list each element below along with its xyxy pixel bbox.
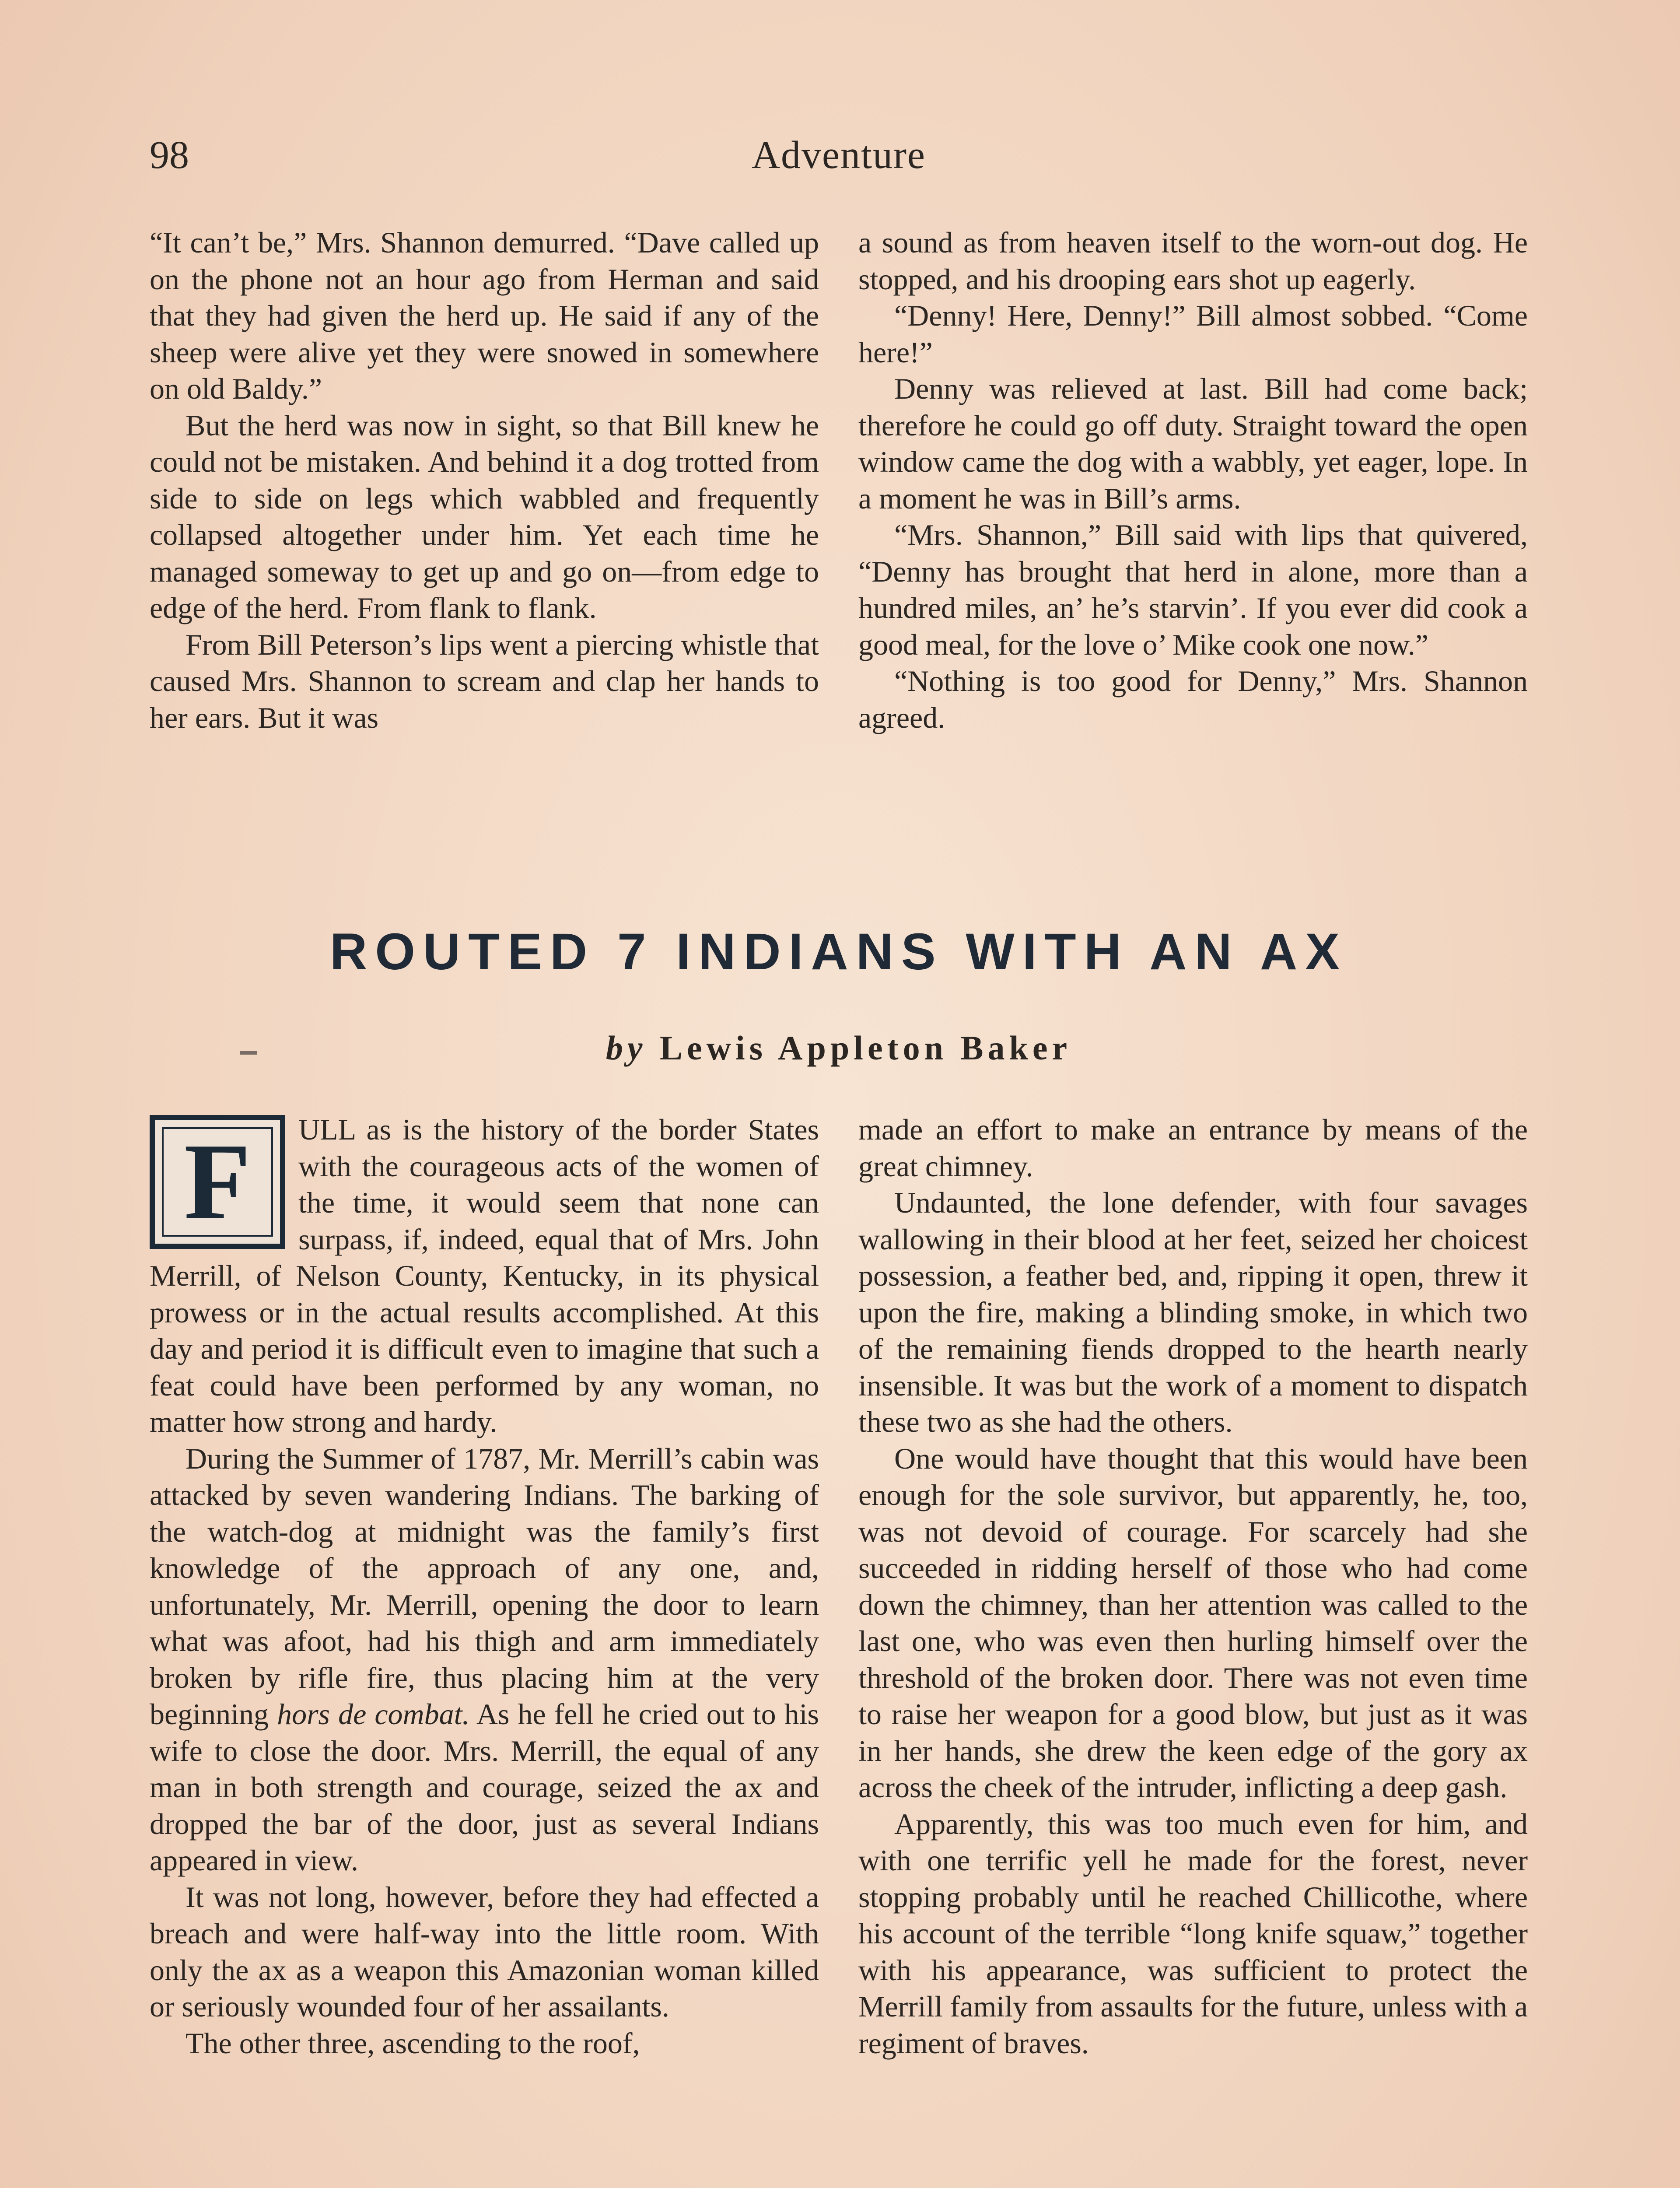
paragraph <box>150 1441 819 1879</box>
paragraph: It was not long, however, before they had effected a breach and were half-way into the little room. With only the ax as a weapon this Amazonian woman killed or seriously wounded four of her assailants. <box>150 1880 819 2023</box>
paragraph: One would have thought that this would have been enough for the sole survivor, but apparently, he, too, was not devoid of courage. For scarcely had she succeeded in ridding herself of those who had come down the chimney, than her attention was called to the last one, who was even then hurling himself over the threshold of the broken door. There was not even time to raise her weapon for a good blow, but just as it was in her hands, she drew the keen edge of the gory ax across the cheek of the intruder, inflicting a deep gash. <box>858 1441 1528 1804</box>
drop-cap-letter: F <box>162 1127 273 1237</box>
italic-phrase: hors de combat. <box>277 1697 470 1731</box>
paragraph: Undaunted, the lone defender, with four savages wallowing in their blood at her feet, seized her choicest possession, a feather bed, and, ripping it open, threw it upon the fire, making a blinding smoke, in which two of the remaining fiends dropped to the hearth nearly insensible. It was but the work of a moment to dispatch these two as she had the others. <box>858 1186 1528 1438</box>
article-right-column <box>858 1112 1528 2062</box>
page-number: 98 <box>150 133 189 177</box>
paragraph: The other three, ascending to the roof, <box>186 2026 640 2060</box>
byline <box>150 1026 1528 1070</box>
page-header <box>150 131 1528 184</box>
paragraph-text: As he fell he cried out to his wife to close the door. Mrs. Merrill, the equal of any man in both strength and courage, seized the ax and dropped the bar of the door, just as several Indians appeared in view. <box>150 1697 819 1877</box>
paragraph: “Nothing is too good for Denny,” Mrs. Shannon agreed. <box>858 664 1528 734</box>
paragraph: “Denny! Here, Denny!” Bill almost sobbed. “Come here!” <box>858 299 1528 369</box>
previous-story-left-column <box>150 224 819 736</box>
paragraph <box>150 1112 819 1441</box>
paragraph: made an effort to make an entrance by means of the great chimney. <box>858 1113 1528 1183</box>
article-title: ROUTED 7 INDIANS WITH AN AX <box>330 923 1348 981</box>
paragraph: a sound as from heaven itself to the worn-out dog. He stopped, and his drooping ears shot up eagerly. <box>858 226 1528 296</box>
paragraph-text: During the Summer of 1787, Mr. Merrill’s cabin was attacked by seven wandering Indians. The barking of the watch-dog at midnight was the family’s first knowledge of the approach of any one, and, unfortunately, Mr. Merrill, opening the door to learn what was afoot, had his thigh and arm immediately broken by rifle fire, thus placing him at the very beginning <box>150 1441 819 1731</box>
previous-story-right-column <box>858 224 1528 736</box>
running-head: Adventure <box>752 133 926 177</box>
paragraph: From Bill Peterson’s lips went a piercing whistle that caused Mrs. Shannon to scream and clap her hands to her ears. But it was <box>150 628 819 734</box>
paragraph: But the herd was now in sight, so that Bill knew he could not be mistaken. And behind it a dog trotted from side to side on legs which wabbled and frequently collapsed altogether under him. Yet each time he managed someway to get up and go on—from edge to edge of the herd. From flank to flank. <box>150 408 819 624</box>
paragraph: Denny was relieved at last. Bill had come back; therefore he could go off duty. Straight toward the open window came the dog with a wabbly, yet eager, lope. In a moment he was in Bill’s arms. <box>858 372 1528 515</box>
byline-prefix: by <box>606 1029 647 1067</box>
paragraph: “Mrs. Shannon,” Bill said with lips that quivered, “Denny has brought that herd in alone, more than a hundred miles, an’ he’s starvin’. If you ever did cook a good meal, for the love o’ Mike cook one now.” <box>858 518 1528 661</box>
article-left-column <box>150 1112 819 2062</box>
paragraph-text: ULL as is the history of the border States with the courageous acts of the women of the time, it would seem that none can surpass, if, indeed, equal that of Mrs. John Merrill, of Nelson County, Kentucky, in its physical prowess or in the actual results accomplished. At this day and period it is difficult even to imagine that such a feat could have been performed by any woman, no matter how strong and hardy. <box>150 1113 819 1438</box>
byline-author: Lewis Appleton Baker <box>660 1029 1072 1067</box>
drop-cap <box>150 1115 285 1249</box>
paragraph: “It can’t be,” Mrs. Shannon demurred. “Dave called up on the phone not an hour ago from Herman and said that they had given the herd up. He said if any of the sheep were alive yet they were snowed in somewhere on old Baldy.” <box>150 226 819 405</box>
paragraph: Apparently, this was too much even for him, and with one terrific yell he made for the forest, never stopping probably until he reached Chillicothe, where his account of the terrible “long knife squaw,” together with his appearance, was sufficient to protect the Merrill family from assaults for the future, unless with a regiment of braves. <box>858 1807 1528 2060</box>
